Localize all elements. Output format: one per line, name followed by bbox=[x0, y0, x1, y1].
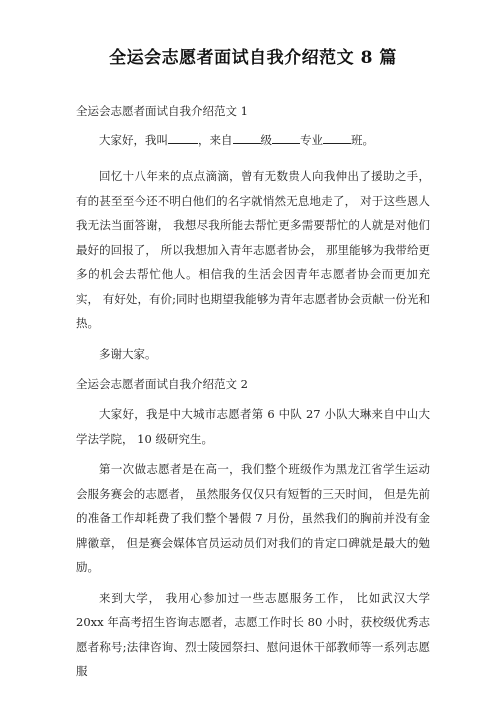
intro-text-3: 级 bbox=[260, 133, 272, 147]
section-2-paragraph-3: 来到大学， 我用心参加过一些志愿服务工作， 比如武汉大学 20xx 年高考招生咨询志愿者，志愿工作时长 80 小时，获校级优秀志愿者称号;法律咨询、烈士陵园祭扫、慰问退休干部教师等一系列志愿服 bbox=[76, 590, 430, 678]
name-blank bbox=[168, 131, 198, 144]
section-2-heading: 全运会志愿者面试自我介绍范文 2 bbox=[76, 377, 248, 391]
intro-text-1: 大家好，我叫 bbox=[99, 133, 168, 147]
document-title: 全运会志愿者面试自我介绍范文 8 篇 bbox=[109, 48, 397, 68]
major-blank bbox=[323, 131, 351, 144]
intro-text-2: ，来自 bbox=[198, 133, 233, 147]
grade-blank bbox=[272, 131, 300, 144]
section-2-paragraph-2: 第一次做志愿者是在高一，我们整个班级作为黑龙江省学生运动会服务赛会的志愿者， 虽然服务仅仅只有短暂的三天时间， 但是先前的准备工作却耗费了我们整个暑假 7 月份，虽然我们的胸前并没有金牌徽章， 但是赛会媒体官员运动员们对我们的肯定口碑就是最大的勉励。 bbox=[76, 462, 430, 574]
intro-text-5: 班。 bbox=[351, 133, 374, 147]
section-1-closing: 多谢大家。 bbox=[99, 346, 157, 361]
section-1-intro bbox=[76, 131, 430, 148]
origin-blank bbox=[233, 131, 261, 144]
intro-text-4: 专业 bbox=[300, 133, 323, 147]
section-1-paragraph-1: 回忆十八年来的点点滴滴，曾有无数贵人向我伸出了援助之手，有的甚至至今还不明白他们的名字就悄然无息地走了， 对于这些恩人我无法当面答谢， 我想尽我所能去帮忙更多需要帮忙的人就是对他们最好的回报了， 所以我想加入青年志愿者协会， 那里能够为我带给更多的机会去帮忙他人。相信我的生活会因青年志愿者协会而更加充实， 有好处，有价;同时也期望我能够为青年志愿者协会贡献一份光和热。 bbox=[76, 169, 430, 330]
section-2-paragraph-1: 大家好，我是中大城市志愿者第 6 中队 27 小队大琳来自中山大学法学院， 10 级研究生。 bbox=[76, 407, 430, 446]
section-1-heading: 全运会志愿者面试自我介绍范文 1 bbox=[76, 104, 248, 118]
